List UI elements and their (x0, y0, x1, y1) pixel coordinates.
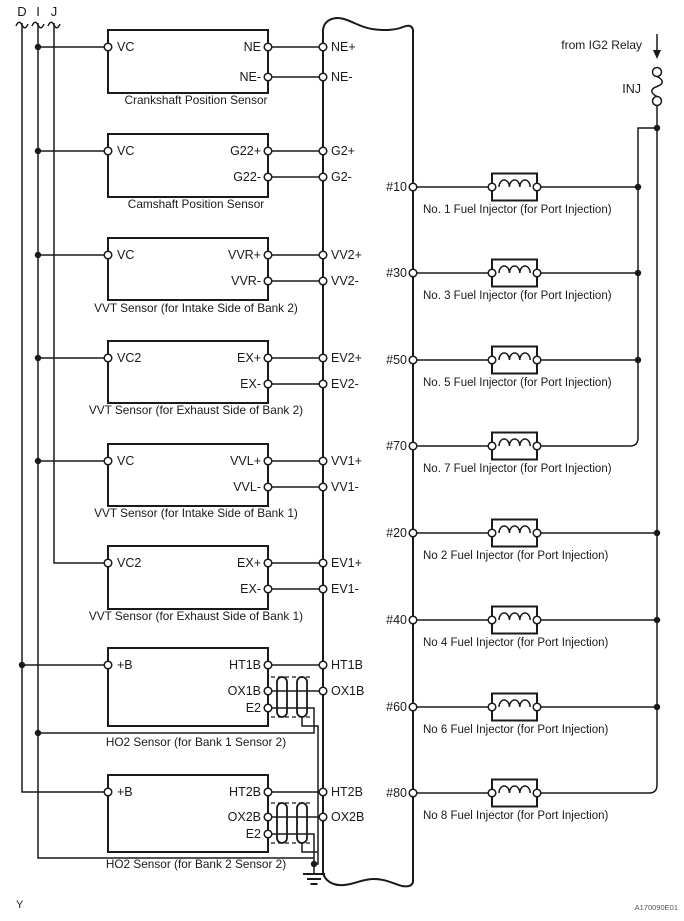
ecu-pin-label: G2+ (331, 144, 355, 158)
ecu-pin-label: #10 (386, 180, 407, 194)
shield-drain-bank2 (302, 843, 318, 852)
ecu-pin-label: EV2- (331, 377, 359, 391)
injector-row (386, 694, 657, 737)
arrow-down-icon (653, 34, 661, 59)
ecu-pin-label: EV1- (331, 582, 359, 596)
ecu-pin-label: #40 (386, 613, 407, 627)
pin-label: OX1B (227, 684, 261, 698)
ecu-pin-label: #30 (386, 266, 407, 280)
ecu-pin-label: OX2B (331, 810, 365, 824)
injector-row (386, 780, 608, 823)
injector-name: No 2 Fuel Injector (for Port Injection) (423, 550, 609, 562)
ground-icon (303, 864, 325, 884)
pin-label: VC2 (117, 556, 142, 570)
ecu-pin-label: VV2+ (331, 248, 362, 262)
pin-label: VVR+ (227, 248, 261, 262)
ecu-pin-label: HT2B (331, 785, 363, 799)
pin-label: VVL+ (230, 454, 261, 468)
injector-name: No. 7 Fuel Injector (for Port Injection) (423, 463, 612, 475)
injector-name: No. 1 Fuel Injector (for Port Injection) (423, 204, 612, 216)
feed-line-odd (541, 128, 657, 446)
ecu-pin-label: #70 (386, 439, 407, 453)
sensor-ho2-bank2 (106, 775, 286, 871)
bus-line-j (54, 23, 108, 563)
ecu-pin-label: VV2- (331, 274, 359, 288)
injector-row (386, 520, 657, 563)
sensor-name: VVT Sensor (for Exhaust Side of Bank 1) (88, 609, 304, 623)
sensor-name: VVT Sensor (for Intake Side of Bank 1) (94, 506, 298, 520)
pin-label: E2 (245, 827, 261, 841)
injector-row (386, 433, 612, 476)
pin-label: VC (117, 144, 135, 158)
bus-label-j: J (50, 4, 58, 19)
injector-row (386, 174, 638, 217)
sensor-name: HO2 Sensor (for Bank 1 Sensor 2) (105, 735, 287, 749)
junction-dot (654, 125, 660, 131)
ecu-pin-label: #80 (386, 786, 407, 800)
ecu-pin-label: VV1+ (331, 454, 362, 468)
junction-dot (35, 355, 41, 361)
sensor-name: Camshaft Position Sensor (127, 197, 265, 211)
injector-name: No 6 Fuel Injector (for Port Injection) (423, 724, 609, 736)
pin-label: +B (117, 658, 133, 672)
ecu-pin-label: NE+ (331, 40, 356, 54)
bus-label-d: D (17, 4, 27, 19)
ecu-pin-label: #20 (386, 526, 407, 540)
pin-label: G22+ (230, 144, 261, 158)
junction-dot (35, 458, 41, 464)
pin-label: OX2B (227, 810, 261, 824)
sensor-name: HO2 Sensor (for Bank 2 Sensor 2) (105, 857, 287, 871)
ecu-pin-label: EV1+ (331, 556, 362, 570)
junction-dot (35, 148, 41, 154)
injector-name: No. 5 Fuel Injector (for Port Injection) (423, 377, 612, 389)
shield-icon (271, 677, 313, 717)
junction-dot (35, 44, 41, 50)
pin-label: VVL- (233, 480, 261, 494)
pin-label: EX+ (237, 556, 261, 570)
fuse-icon (652, 68, 663, 106)
sensor-vvt-exhaust-bank2 (89, 341, 303, 417)
sensor-vvt-exhaust-bank1 (89, 546, 303, 623)
injector-name: No. 3 Fuel Injector (for Port Injection) (423, 290, 612, 302)
ecu-pin-label: #60 (386, 700, 407, 714)
pin-label: VC (117, 40, 135, 54)
pin-label: VC (117, 248, 135, 262)
junction-dot (35, 252, 41, 258)
pin-label: VVR- (231, 274, 261, 288)
pin-label: G22- (233, 170, 261, 184)
footer-page-label: Y (16, 899, 24, 911)
pin-label: VC2 (117, 351, 142, 365)
injector-name: No 4 Fuel Injector (for Port Injection) (423, 637, 609, 649)
bus-label-i: I (36, 4, 40, 19)
pin-label: E2 (245, 701, 261, 715)
ecu-pin-label: VV1- (331, 480, 359, 494)
pin-label: NE- (239, 70, 261, 84)
sensor-vvt-intake-bank1 (94, 444, 298, 520)
injector-row (386, 260, 638, 303)
sensor-name: VVT Sensor (for Exhaust Side of Bank 2) (88, 403, 304, 417)
injector-row (386, 347, 638, 390)
shield-icon (271, 803, 313, 843)
ecu-pin-label: G2- (331, 170, 352, 184)
pin-label: NE (243, 40, 261, 54)
pin-label: +B (117, 785, 133, 799)
junction-dot (19, 662, 25, 668)
ecu-pin-label: #50 (386, 353, 407, 367)
pin-label: HT1B (229, 658, 261, 672)
ecu-left-pins (319, 40, 364, 824)
sensor-camshaft (108, 134, 268, 211)
ecu-pin-label: OX1B (331, 684, 365, 698)
left-bus-lines (16, 4, 314, 858)
pin-label: HT2B (229, 785, 261, 799)
injector-row (386, 607, 657, 650)
sensor-ho2-bank1 (106, 648, 286, 749)
sensor-crankshaft (108, 30, 268, 107)
relay-source-label: from IG2 Relay (561, 38, 642, 52)
pin-label: EX+ (237, 351, 261, 365)
sensor-name: Crankshaft Position Sensor (124, 93, 268, 107)
injector-feed (541, 34, 662, 793)
ecu-pin-label: NE- (331, 70, 353, 84)
fuse-label: INJ (622, 82, 641, 96)
sensor-name: VVT Sensor (for Intake Side of Bank 2) (94, 301, 298, 315)
injector-name: No 8 Fuel Injector (for Port Injection) (423, 810, 609, 822)
ecu-pin-label: EV2+ (331, 351, 362, 365)
figure-code: A170090E01 (634, 903, 678, 912)
pin-label: EX- (240, 377, 261, 391)
ecu-pin-label: HT1B (331, 658, 363, 672)
pin-label: EX- (240, 582, 261, 596)
pin-label: VC (117, 454, 135, 468)
